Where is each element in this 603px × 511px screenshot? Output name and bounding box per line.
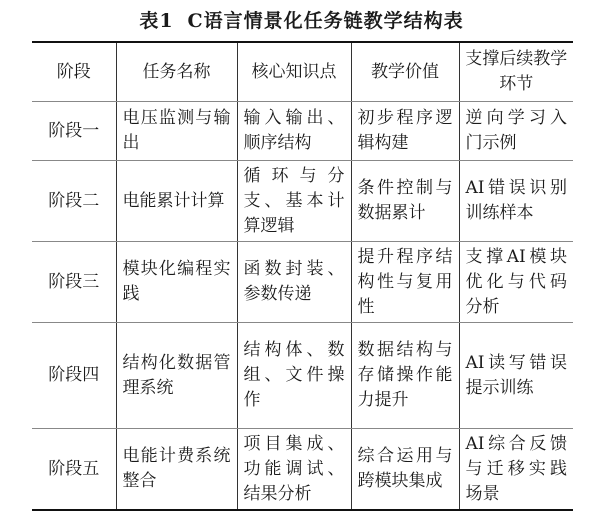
table-row [32,102,573,161]
teaching-value-cell: 提升程序结构性与复用性 [351,242,459,323]
header-stage: 阶段 [32,42,116,102]
teaching-value-cell: 综合运用与跨模块集成 [351,429,459,511]
task-name-cell: 电压监测与输出 [116,102,237,161]
core-knowledge-cell: 循环与分支、基本计算逻辑 [237,161,351,242]
table-row [32,161,573,242]
table-caption [0,6,603,33]
teaching-value-cell: 数据结构与存储操作能力提升 [351,323,459,429]
teaching-structure-table [32,41,573,511]
core-knowledge-cell: 结构体、数组、文件操作 [237,323,351,429]
core-knowledge-cell: 项目集成、功能调试、结果分析 [237,429,351,511]
follow-up-cell: 支撑AI模块优化与代码分析 [459,242,573,323]
stage-cell: 阶段三 [32,242,116,323]
teaching-value-cell: 初步程序逻辑构建 [351,102,459,161]
task-name-cell: 结构化数据管理系统 [116,323,237,429]
stage-cell: 阶段四 [32,323,116,429]
header-task-name: 任务名称 [116,42,237,102]
follow-up-cell: AI读写错误提示训练 [459,323,573,429]
follow-up-cell: 逆向学习入门示例 [459,102,573,161]
table-row [32,242,573,323]
stage-cell: 阶段五 [32,429,116,511]
task-name-cell: 模块化编程实践 [116,242,237,323]
stage-cell: 阶段二 [32,161,116,242]
follow-up-cell: AI错误识别训练样本 [459,161,573,242]
header-follow-up: 支撑后续教学环节 [459,42,573,102]
table-header-row [32,42,573,102]
core-knowledge-cell: 输入输出、顺序结构 [237,102,351,161]
table-number: 表1 [139,10,174,32]
stage-cell: 阶段一 [32,102,116,161]
table-row [32,323,573,429]
core-knowledge-cell: 函数封装、参数传递 [237,242,351,323]
header-core-knowledge: 核心知识点 [237,42,351,102]
teaching-value-cell: 条件控制与数据累计 [351,161,459,242]
table-title: C语言情景化任务链教学结构表 [187,10,464,32]
header-teaching-value: 教学价值 [351,42,459,102]
follow-up-cell: AI综合反馈与迁移实践场景 [459,429,573,511]
task-name-cell: 电能计费系统整合 [116,429,237,511]
task-name-cell: 电能累计计算 [116,161,237,242]
